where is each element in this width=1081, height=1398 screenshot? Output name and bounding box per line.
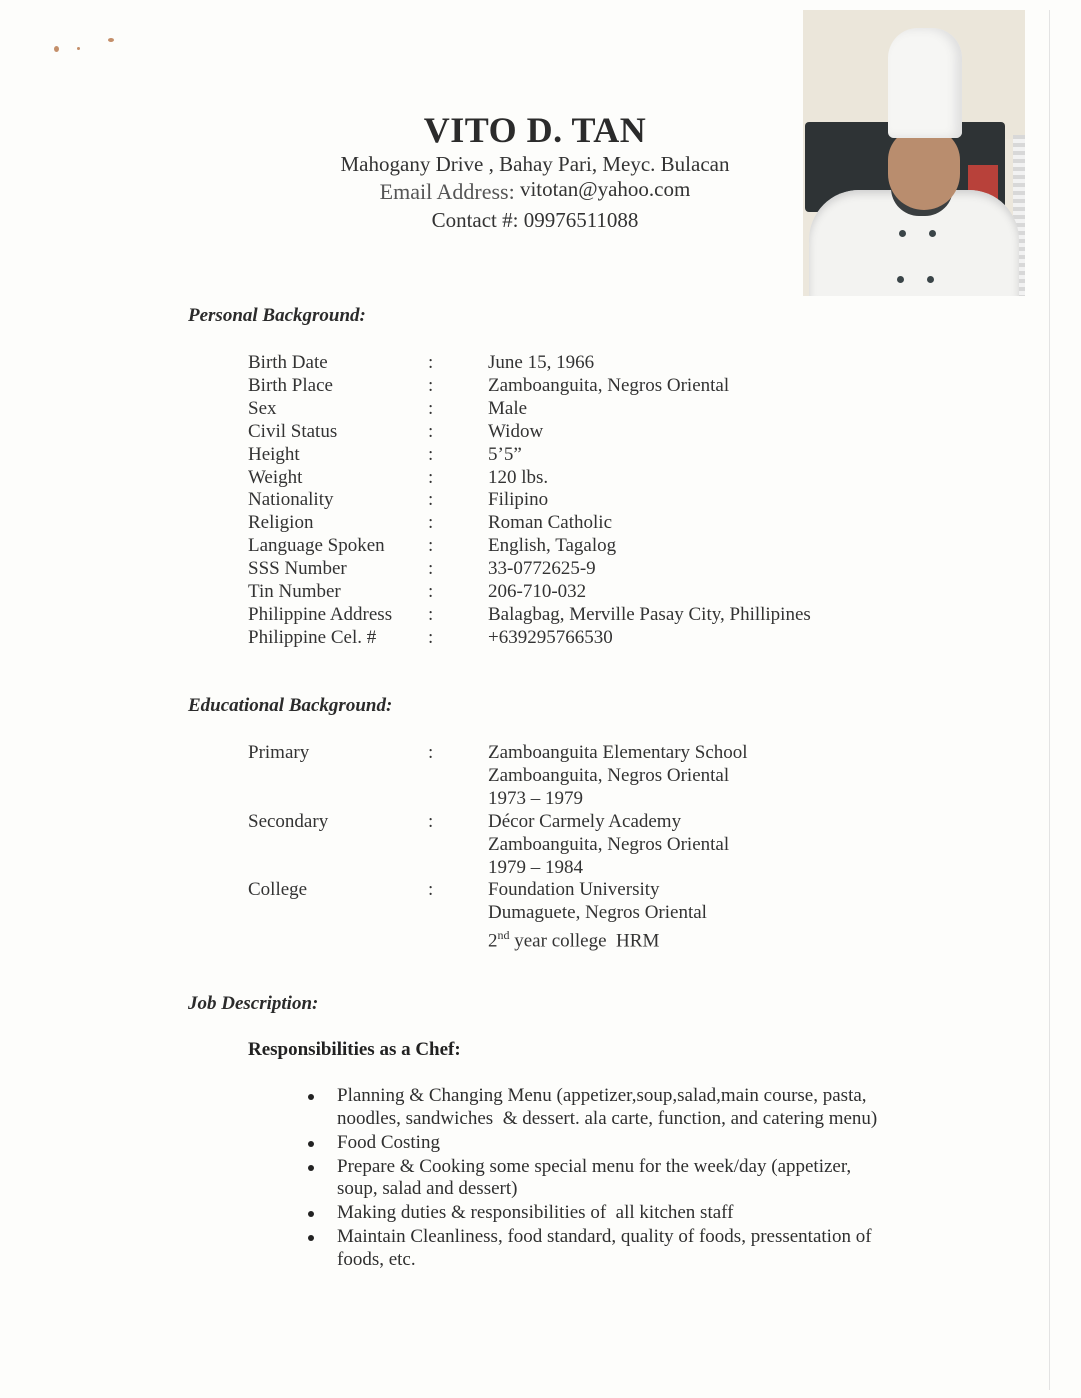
chef-responsibilities-heading: Responsibilities as a Chef: (248, 1039, 461, 1060)
responsibility-text: Prepare & Cooking some special menu for the week/day (appetizer, soup, salad and dessert) (337, 1155, 856, 1199)
field-label: Sex (248, 397, 277, 419)
colon-separator: : (428, 443, 434, 465)
school-detail-line: Zamboanguita Elementary School (488, 742, 748, 763)
responsibility-item (300, 1085, 890, 1130)
school-details (488, 741, 748, 810)
job-description-heading: Job Description: (188, 993, 319, 1014)
field-label: SSS Number (248, 558, 347, 580)
colon-separator: : (428, 512, 434, 534)
field-label: Birth Place (248, 374, 333, 396)
education-level: Primary (248, 742, 310, 763)
field-label: Tin Number (248, 581, 341, 602)
chef-hat-icon (888, 28, 962, 138)
responsibility-item (300, 1226, 890, 1271)
school-detail-line: Dumaguete, Negros Oriental (488, 902, 707, 923)
bullet-icon (308, 1094, 314, 1100)
applicant-photo (803, 10, 1025, 296)
field-label: Language Spoken (248, 535, 385, 557)
responsibility-text: Planning & Changing Menu (appetizer,soup,salad,main course, pasta, noodles, sandwiches & dessert. ala carte, function, and catering menu) (337, 1085, 878, 1129)
applicant-name: VITO D. TAN (423, 110, 647, 150)
responsibility-text: Maintain Cleanliness, food standard, quality of foods, pressentation of foods, etc. (337, 1226, 877, 1270)
field-value: +639295766530 (488, 626, 613, 648)
responsibility-text: Making duties & responsibilities of all kitchen staff (337, 1202, 734, 1223)
responsibility-item (300, 1132, 890, 1155)
school-details (488, 878, 707, 952)
colon-separator: : (428, 535, 434, 557)
home-address: Mahogany Drive , Bahay Pari, Meyc. Bulacan (340, 152, 730, 176)
education-level: College (248, 879, 308, 900)
field-label: Philippine Address (248, 603, 393, 625)
colon-separator: : (428, 603, 434, 625)
scan-speck (108, 38, 114, 42)
email-label: Email Address: (379, 179, 515, 204)
school-detail-line: 1973 – 1979 (488, 788, 583, 809)
colon-separator: : (428, 581, 434, 602)
school-details (488, 810, 729, 879)
colon-separator: : (428, 742, 434, 763)
colon-separator: : (428, 466, 434, 488)
field-label: Height (248, 443, 300, 465)
colon-separator: : (428, 489, 434, 511)
education-level: Secondary (248, 811, 329, 832)
colon-separator: : (428, 397, 434, 419)
field-value: Balagbag, Merville Pasay City, Phillipines (488, 603, 811, 625)
responsibility-item (300, 1156, 890, 1201)
colon-separator: : (428, 811, 434, 832)
bullet-icon (308, 1235, 314, 1241)
personal-background-heading: Personal Background: (188, 305, 366, 326)
scan-edge (1049, 10, 1050, 1390)
field-label: Birth Date (248, 352, 328, 373)
field-label: Nationality (248, 489, 334, 511)
bullet-icon (308, 1141, 314, 1147)
field-label: Weight (248, 466, 303, 488)
scan-speck (77, 47, 80, 50)
school-detail-line: 2nd year college HRM (488, 928, 660, 952)
colon-separator: : (428, 352, 434, 373)
school-detail-line: 1979 – 1984 (488, 857, 583, 878)
field-label: Philippine Cel. # (248, 626, 377, 648)
educational-background-heading: Educational Background: (188, 695, 393, 716)
bullet-icon (308, 1165, 314, 1171)
scan-speck (54, 46, 59, 52)
responsibility-text: Food Costing (337, 1131, 440, 1153)
field-value: Widow (488, 420, 544, 442)
colon-separator: : (428, 626, 434, 648)
field-value: June 15, 1966 (488, 352, 595, 373)
field-label: Civil Status (248, 420, 338, 442)
school-detail-line: Foundation University (488, 879, 660, 900)
field-value: Filipino (488, 489, 549, 511)
colon-separator: : (428, 879, 434, 900)
field-value: 206-710-032 (488, 581, 587, 602)
contact-number: Contact #: 09976511088 (431, 208, 639, 232)
field-value: 33-0772625-9 (488, 558, 596, 580)
responsibility-item (300, 1202, 890, 1225)
colon-separator: : (428, 374, 434, 396)
field-value: 120 lbs. (488, 466, 549, 488)
responsibilities-list (300, 1085, 890, 1273)
field-value: Zamboanguita, Negros Oriental (488, 374, 730, 396)
field-value: English, Tagalog (488, 535, 617, 557)
field-value: Male (488, 397, 528, 419)
school-detail-line: Zamboanguita, Negros Oriental (488, 834, 730, 855)
bullet-icon (308, 1211, 314, 1217)
field-value: 5’5” (488, 443, 522, 465)
school-detail-line: Décor Carmely Academy (488, 811, 682, 832)
email-line (300, 178, 770, 206)
field-value: Roman Catholic (488, 512, 613, 534)
resume-header (300, 110, 770, 234)
colon-separator: : (428, 420, 434, 442)
email-address[interactable]: vitotan@yahoo.com (519, 177, 691, 201)
colon-separator: : (428, 558, 434, 580)
field-label: Religion (248, 512, 314, 534)
school-detail-line: Zamboanguita, Negros Oriental (488, 765, 730, 786)
